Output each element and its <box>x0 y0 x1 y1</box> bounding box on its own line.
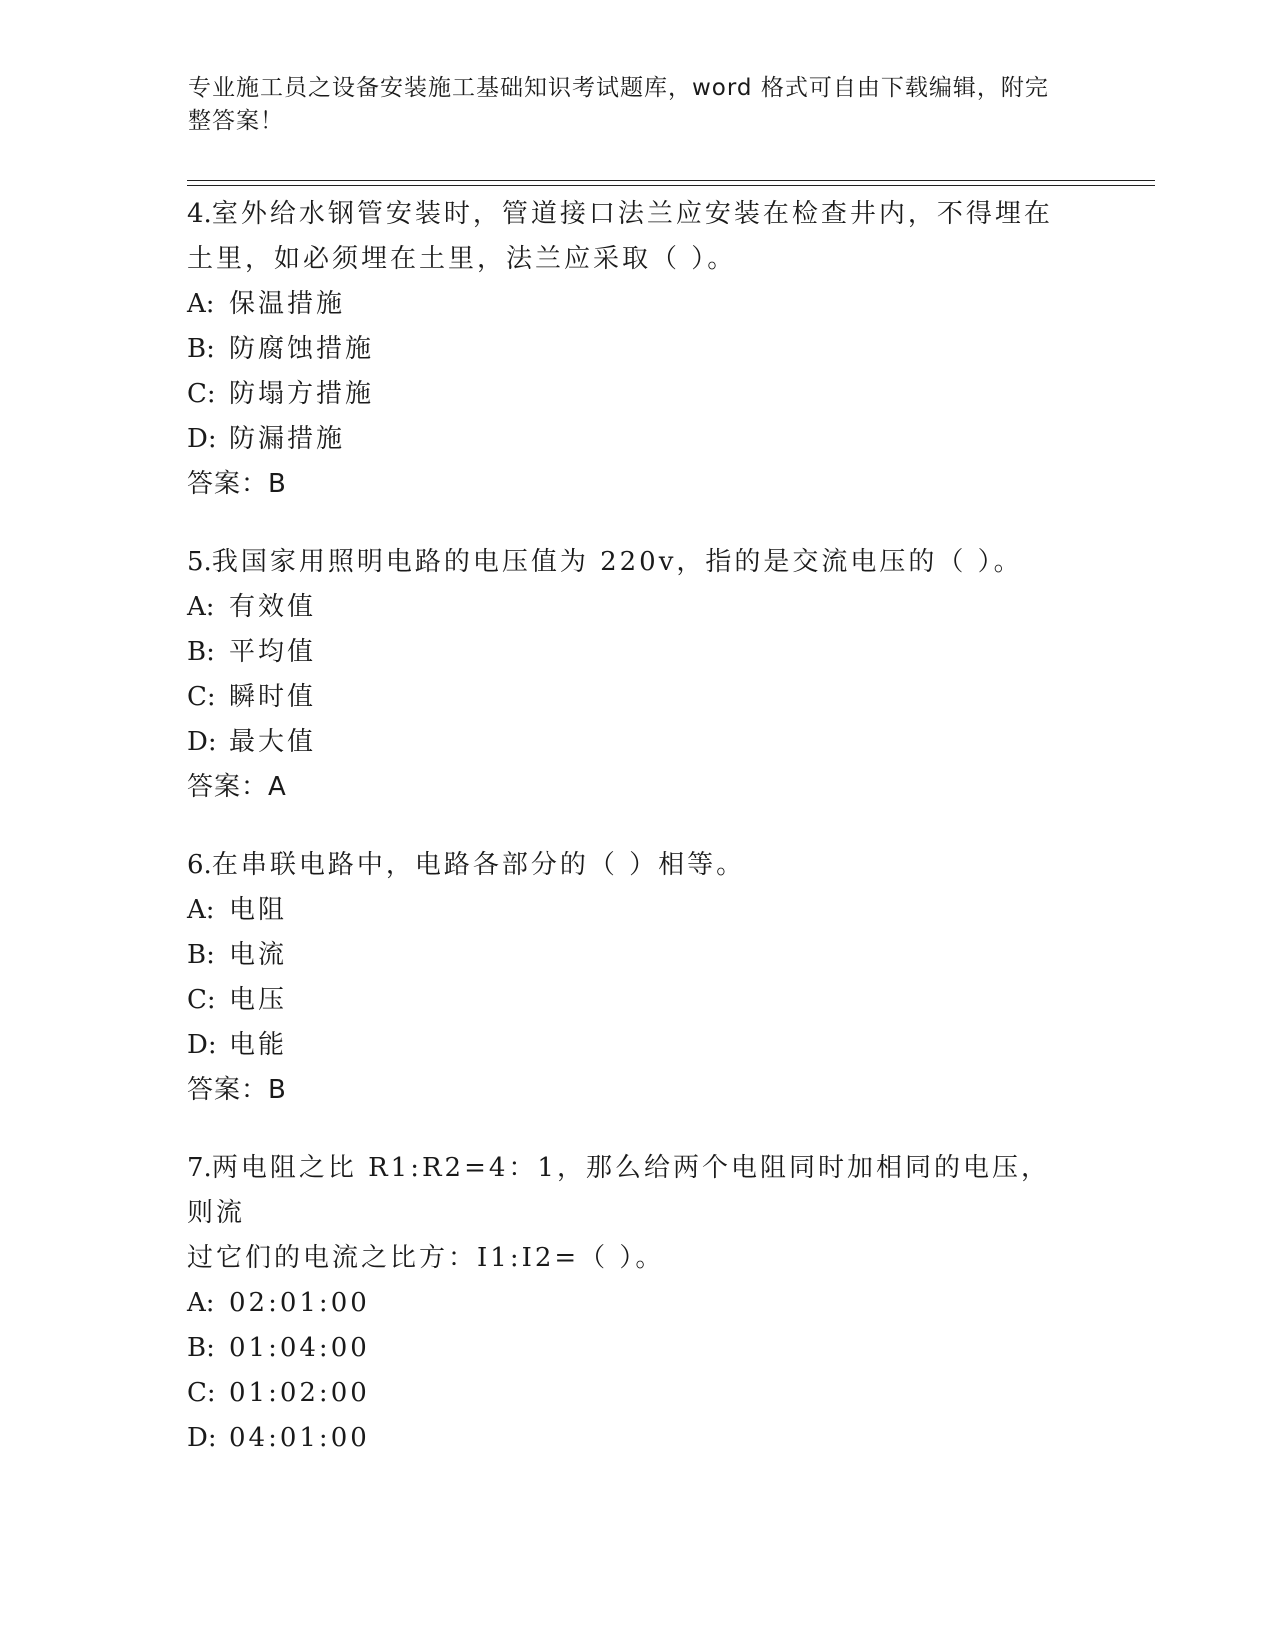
option-letter: C: <box>187 985 216 1015</box>
option-b <box>187 1326 1067 1371</box>
option-d <box>187 417 1067 462</box>
option-text: 01:04:00 <box>229 1333 370 1363</box>
header-title-line-1: 专业施工员之设备安装施工基础知识考试题库，word 格式可自由下载编辑，附完 <box>188 75 1049 101</box>
option-letter: B: <box>187 334 215 364</box>
question-5 <box>187 540 1067 810</box>
question-stem <box>187 1146 1067 1236</box>
option-text: 瞬时值 <box>229 682 317 712</box>
header-title-line-2: 整答案！ <box>188 108 284 134</box>
option-letter: A: <box>187 1288 215 1318</box>
option-letter: D: <box>187 727 217 757</box>
answer-line: 答案：A <box>187 772 287 802</box>
answer-line: 答案：B <box>187 1075 287 1105</box>
option-text: 最大值 <box>229 727 317 757</box>
option-letter: D: <box>187 424 217 454</box>
question-number: 5. <box>187 547 212 577</box>
option-a <box>187 888 1067 933</box>
answer-line: 答案：B <box>187 469 287 499</box>
question-text-line-1: 在串联电路中，电路各部分的（ ）相等。 <box>211 850 746 880</box>
option-text: 防塌方措施 <box>229 379 375 409</box>
header-divider-bottom <box>187 185 1155 186</box>
option-text: 01:02:00 <box>229 1378 370 1408</box>
option-letter: D: <box>187 1030 217 1060</box>
option-a <box>187 282 1067 327</box>
question-number: 4. <box>187 199 212 229</box>
question-list <box>187 192 1067 1494</box>
option-text: 电能 <box>229 1030 288 1060</box>
option-letter: C: <box>187 682 216 712</box>
option-text: 电压 <box>229 985 288 1015</box>
option-text: 有效值 <box>229 592 317 622</box>
question-text-line-1: 我国家用照明电路的电压值为 220v，指的是交流电压的（ ）。 <box>211 547 1023 577</box>
question-stem <box>187 540 1067 585</box>
question-stem <box>187 843 1067 888</box>
question-4 <box>187 192 1067 507</box>
option-b <box>187 327 1067 372</box>
option-d <box>187 1023 1067 1068</box>
option-letter: B: <box>187 940 215 970</box>
option-text: 保温措施 <box>229 289 346 319</box>
option-d <box>187 1416 1067 1461</box>
option-text: 平均值 <box>229 637 317 667</box>
option-c <box>187 978 1067 1023</box>
option-b <box>187 630 1067 675</box>
option-letter: A: <box>187 592 215 622</box>
question-stem <box>187 192 1067 237</box>
question-text-line-1: 室外给水钢管安装时，管道接口法兰应安装在检查井内，不得埋在 <box>211 199 1053 229</box>
question-7 <box>187 1146 1067 1461</box>
question-number: 7. <box>187 1153 212 1183</box>
option-c <box>187 372 1067 417</box>
option-d <box>187 720 1067 765</box>
option-c <box>187 675 1067 720</box>
question-text-line-1: 两电阻之比 R1:R2=4：1，那么给两个电阻同时加相同的电压，则流 <box>187 1153 1050 1228</box>
option-a <box>187 585 1067 630</box>
option-letter: B: <box>187 1333 215 1363</box>
option-letter: C: <box>187 1378 216 1408</box>
header-divider-top <box>187 180 1155 181</box>
option-text: 电阻 <box>229 895 288 925</box>
option-text: 电流 <box>229 940 288 970</box>
question-text-line-2: 过它们的电流之比方：I1:I2=（ ）。 <box>187 1243 665 1273</box>
option-letter: B: <box>187 637 215 667</box>
option-text: 防漏措施 <box>229 424 346 454</box>
question-text-line-2: 土里，如必须埋在土里，法兰应采取（ ）。 <box>187 244 737 274</box>
option-text: 04:01:00 <box>229 1423 370 1453</box>
option-letter: C: <box>187 379 216 409</box>
option-letter: A: <box>187 289 215 319</box>
option-letter: D: <box>187 1423 217 1453</box>
question-number: 6. <box>187 850 212 880</box>
option-c <box>187 1371 1067 1416</box>
question-6 <box>187 843 1067 1113</box>
option-text: 02:01:00 <box>229 1288 370 1318</box>
option-text: 防腐蚀措施 <box>229 334 375 364</box>
option-b <box>187 933 1067 978</box>
document-header <box>188 72 1068 138</box>
option-a <box>187 1281 1067 1326</box>
option-letter: A: <box>187 895 215 925</box>
